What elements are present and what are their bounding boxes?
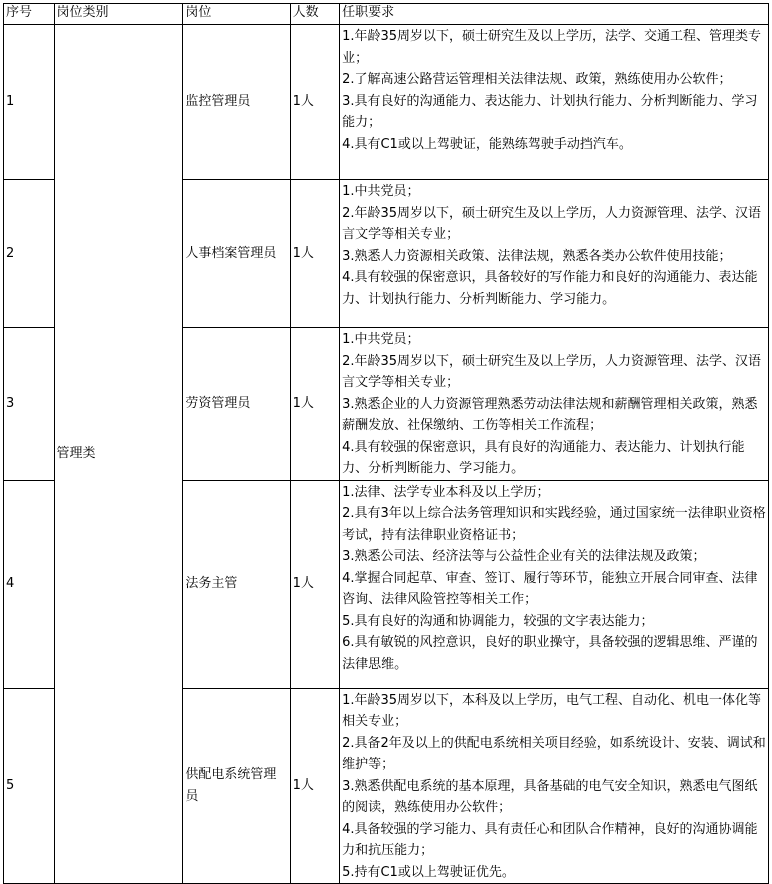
- row-position: 供配电系统管理员: [183, 688, 290, 884]
- row-requirements: [340, 480, 769, 688]
- requirement-line: 3.熟悉企业的人力资源管理熟悉劳动法律法规和薪酬管理相关政策，熟悉薪酬发放、社保缴纳、工伤等相关工作流程；: [342, 396, 758, 433]
- row-no: 5: [4, 688, 55, 884]
- requirement-line: 2.具备2年及以上的供配电系统相关项目经验，如系统设计、安装、调试和维护等；: [342, 735, 766, 772]
- row-count: 1人: [290, 688, 339, 884]
- row-position: 法务主管: [183, 480, 290, 688]
- requirement-line: 5.持有C1或以上驾驶证优先。: [342, 864, 515, 880]
- row-no: 2: [4, 180, 55, 328]
- requirement-line: 1.中共党员；: [342, 332, 420, 347]
- row-position: 人事档案管理员: [183, 180, 290, 328]
- requirement-line: 4.掌握合同起草、审查、签订、履行等环节，能独立开展合同审查、法律咨询、法律风险管控等相关工作；: [342, 570, 758, 607]
- header-position: 岗位: [183, 4, 290, 25]
- header-category: 岗位类别: [54, 4, 183, 25]
- row-position: 劳资管理员: [183, 328, 290, 481]
- header-count: 人数: [290, 4, 339, 25]
- row-position: 监控管理员: [183, 25, 290, 180]
- row-no: 3: [4, 328, 55, 481]
- requirement-line: 3.熟悉公司法、经济法等与公益性企业有关的法律法规及政策；: [342, 549, 706, 564]
- row-requirements: [340, 328, 769, 481]
- row-count: 1人: [290, 25, 339, 180]
- header-requirements: 任职要求: [340, 4, 769, 25]
- requirement-line: 1.年龄35周岁以下，本科及以上学历，电气工程、自动化、机电一体化等相关专业；: [342, 692, 762, 729]
- requirement-line: 3.具有良好的沟通能力、表达能力、计划执行能力、分析判断能力、学习能力；: [342, 93, 758, 130]
- requirement-line: 1.法律、法学专业本科及以上学历；: [342, 484, 550, 500]
- header-row: [4, 4, 769, 25]
- category-cell: 管理类: [54, 25, 183, 884]
- recruitment-table: [3, 3, 769, 884]
- requirement-line: 5.具有良好的沟通和协调能力，较强的文字表达能力；: [342, 613, 654, 629]
- row-count: 1人: [290, 328, 339, 481]
- table-row: [4, 25, 769, 180]
- requirement-line: 2.年龄35周岁以下，硕士研究生及以上学历，人力资源管理、法学、汉语言文学等相关专业；: [342, 205, 762, 242]
- requirement-line: 1.中共党员；: [342, 184, 420, 199]
- row-count: 1人: [290, 480, 339, 688]
- header-no: 序号: [4, 4, 55, 25]
- requirement-line: 4.具有C1或以上驾驶证，能熟练驾驶手动挡汽车。: [342, 136, 632, 152]
- requirement-line: 2.年龄35周岁以下，硕士研究生及以上学历，人力资源管理、法学、汉语言文学等相关专业；: [342, 353, 762, 390]
- row-requirements: [340, 688, 769, 884]
- requirement-line: 4.具备较强的学习能力、具有责任心和团队合作精神，良好的沟通协调能力和抗压能力；: [342, 821, 758, 858]
- requirement-line: 3.熟悉人力资源相关政策、法律法规，熟悉各类办公软件使用技能；: [342, 248, 732, 264]
- row-requirements: [340, 25, 769, 180]
- row-count: 1人: [290, 180, 339, 328]
- requirement-line: 2.具有3年以上综合法务管理知识和实践经验，通过国家统一法律职业资格考试，持有法律职业资格证书；: [342, 506, 766, 543]
- row-no: 1: [4, 25, 55, 180]
- requirement-line: 1.年龄35周岁以下，硕士研究生及以上学历，法学、交通工程、管理类专业；: [342, 29, 762, 66]
- requirement-line: 4.具有较强的保密意识，具有良好的沟通能力、表达能力、计划执行能力、分析判断能力、学习能力。: [342, 439, 745, 476]
- requirement-line: 6.具有敏锐的风控意识，良好的职业操守，具备较强的逻辑思维、严谨的法律思维。: [342, 635, 758, 672]
- requirement-line: 2.了解高速公路营运管理相关法律法规、政策，熟练使用办公软件；: [342, 72, 732, 87]
- row-no: 4: [4, 480, 55, 688]
- requirement-line: 4.具有较强的保密意识，具备较好的写作能力和良好的沟通能力、表达能力、计划执行能力、分析判断能力、学习能力。: [342, 270, 758, 307]
- requirement-line: 3.熟悉供配电系统的基本原理，具备基础的电气安全知识，熟悉电气图纸的阅读，熟练使用办公软件；: [342, 778, 758, 815]
- row-requirements: [340, 180, 769, 328]
